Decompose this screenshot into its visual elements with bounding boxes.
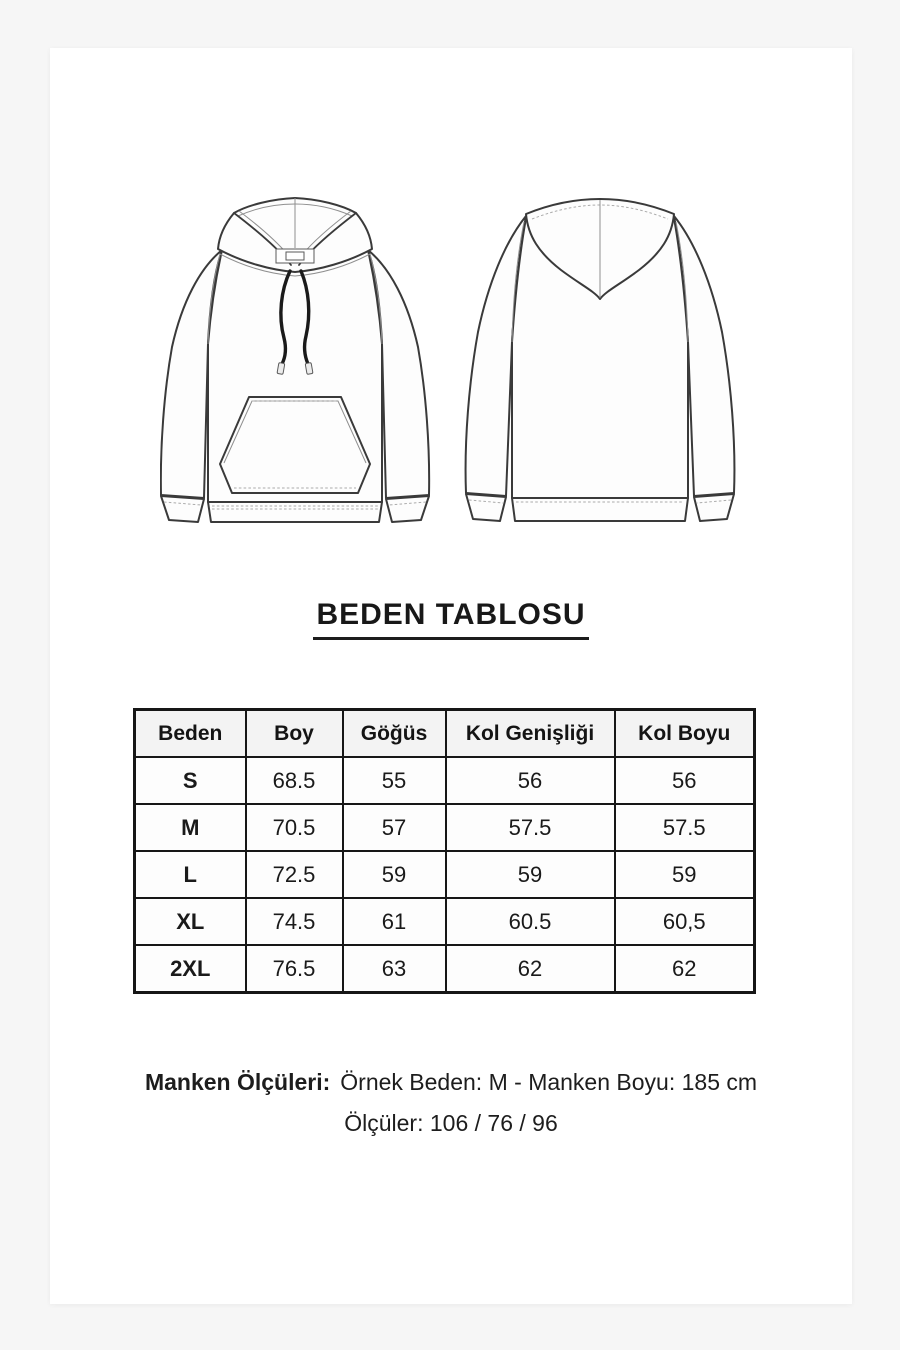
value-cell: 72.5 — [246, 851, 343, 898]
table-row-2xl — [135, 945, 755, 993]
value-cell: 76.5 — [246, 945, 343, 993]
kangaroo-pocket — [220, 397, 370, 493]
value-cell: 68.5 — [246, 757, 343, 804]
title-wrap — [50, 598, 852, 640]
col-header-gogus: Göğüs — [343, 710, 446, 758]
table-row-m — [135, 804, 755, 851]
mannequin-sample-size: Örnek Beden: M - Manken Boyu: 185 cm — [340, 1069, 758, 1095]
value-cell: 56 — [615, 757, 755, 804]
drawstring-aglet — [305, 363, 313, 375]
mannequin-measurements — [50, 1068, 852, 1139]
back-left-cuff — [466, 494, 506, 521]
value-cell: 60,5 — [615, 898, 755, 945]
value-cell: 59 — [446, 851, 615, 898]
value-cell: 74.5 — [246, 898, 343, 945]
front-hem-band — [208, 502, 382, 522]
value-cell: 57.5 — [615, 804, 755, 851]
mannequin-label: Manken Ölçüleri: — [144, 1069, 331, 1095]
value-cell: 63 — [343, 945, 446, 993]
mannequin-line-2 — [50, 1109, 852, 1139]
hoodie-back-sketch — [460, 192, 740, 532]
value-cell: 61 — [343, 898, 446, 945]
mannequin-line-1 — [50, 1068, 852, 1098]
size-table — [133, 708, 756, 994]
col-header-boy: Boy — [246, 710, 343, 758]
value-cell: 56 — [446, 757, 615, 804]
mannequin-dimensions: Ölçüler: 106 / 76 / 96 — [344, 1109, 558, 1136]
drawstring-aglet — [277, 363, 285, 375]
back-hem-band — [512, 498, 688, 521]
value-cell: 59 — [343, 851, 446, 898]
front-left-cuff — [161, 496, 204, 522]
size-cell: XL — [135, 898, 246, 945]
size-cell: M — [135, 804, 246, 851]
size-cell: L — [135, 851, 246, 898]
value-cell: 57.5 — [446, 804, 615, 851]
value-cell: 55 — [343, 757, 446, 804]
value-cell: 57 — [343, 804, 446, 851]
size-table-wrap — [133, 708, 756, 994]
value-cell: 60.5 — [446, 898, 615, 945]
col-header-beden: Beden — [135, 710, 246, 758]
value-cell: 70.5 — [246, 804, 343, 851]
hoodie-front-sketch — [160, 192, 440, 532]
value-cell: 62 — [615, 945, 755, 993]
hoodie-front-drawing — [160, 192, 440, 532]
hoodie-back-drawing — [460, 192, 740, 532]
back-right-cuff — [694, 494, 734, 521]
page-title: BEDEN TABLOSU — [313, 598, 588, 640]
col-header-kol-genisligi: Kol Genişliği — [446, 710, 615, 758]
size-chart-card — [50, 48, 852, 1304]
table-row-s — [135, 757, 755, 804]
table-row-xl — [135, 898, 755, 945]
size-cell: S — [135, 757, 246, 804]
header-row — [135, 710, 755, 758]
table-row-l — [135, 851, 755, 898]
col-header-kol-boyu: Kol Boyu — [615, 710, 755, 758]
value-cell: 59 — [615, 851, 755, 898]
value-cell: 62 — [446, 945, 615, 993]
size-cell: 2XL — [135, 945, 246, 993]
front-right-cuff — [386, 496, 429, 522]
